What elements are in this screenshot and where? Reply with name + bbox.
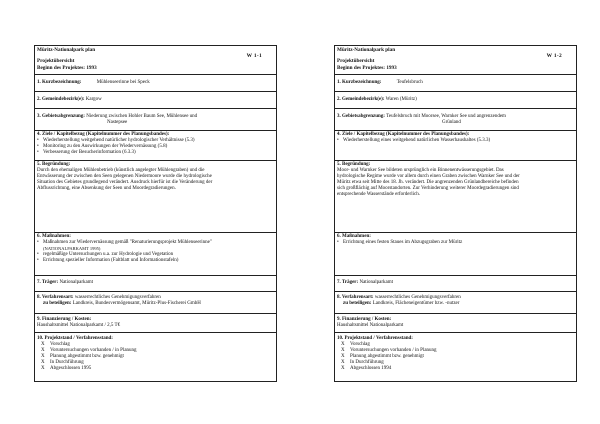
field-status: 10. Projektstand / Verfahrensstand: X Vorschlag X Voruntersuchungen vorhanden / in Planung X Planung abgestimmt bzw. genehmigt X In Durchführung X Abgeschlossen 1995 [35, 333, 276, 381]
sheet-code: W 1-2 [546, 53, 562, 59]
status-item: X Vorschlag [341, 342, 370, 347]
sheet-header [335, 46, 576, 75]
status-item: X Abgeschlossen 1995 [41, 366, 92, 371]
field-area-boundary: 3. Gebietsabgrenzung: Niederung zwischen Hohler Baum See, Mühlensee und Nastepsee [35, 109, 276, 131]
status-item: X Voruntersuchungen vorhanden / in Planung [41, 348, 137, 353]
sheet-subtitle: Projektübersicht [37, 58, 75, 64]
field-procedure: 8. Verfahrensart: wasserrechtliches Genehmigungsverfahren zu beteiligen: Landkreis, Flächeneigentümer bzw. -nutzer [335, 292, 576, 314]
field-funding: 9. Finanzierung / Kosten: Haushaltsmittel Nationalparkamt [335, 314, 576, 333]
list-item: • Errichtung eines festen Staues im Abzugsgraben zur Müritz [337, 240, 574, 246]
field-goals: 4. Ziele / Kapitelbezug (Kapitelnummer des Planungsbandes): • Wiederherstellung weitgehend natürlicher hydrologischer Verhältnisse (5.3) • Monitoring zu den Auswirkungen der Wiedervernässung (5.8) • Verbesserung der Besucherinformation (6.3.3) [35, 131, 276, 161]
field-short-name: 1. Kurzbezeichnung: Teufelsbruch [335, 75, 576, 92]
status-item: X Planung abgestimmt bzw. genehmigt [41, 354, 124, 359]
field-measures: 6. Maßnahmen: • Errichtung eines festen Staues im Abzugsgraben zur Müritz [335, 233, 576, 276]
field-justification: 5. Begründung: Moor- und Warnker See bildeten ursprünglich ein Binnenentwässerungsgebiet. Das hydrologische Regime wurde vor allem durch einen Graben zwischen Warnker See und der Müritz etwa seit Mitte des 18. Jh. verändert. Die angrenzenden Grünlandbereiche befinden sich großflächig auf Moorstandorten. Zur Verhinderung weiterer Moordegradierungen sind entsprechende Wasserstände erforderlich. [335, 161, 576, 233]
field-goals: 4. Ziele / Kapitelbezug (Kapitelnummer des Planungsbandes): • Wiederherstellung eines weitgehend natürlichen Wasserhaushaltes (5.3.3) [335, 131, 576, 161]
list-item: • Wiederherstellung weitgehend natürlicher hydrologischer Verhältnisse (5.3) [37, 138, 274, 144]
status-item: X Vorschlag [41, 342, 70, 347]
project-start: Beginn des Projektes: 1993 [337, 65, 397, 71]
project-sheet-left [34, 45, 277, 382]
field-status: 10. Projektstand / Verfahrensstand: X Vorschlag X Voruntersuchungen vorhanden / in Planung X Planung abgestimmt bzw. genehmigt X In Durchführung X Abgeschlossen 1994 [335, 333, 576, 381]
field-procedure: 8. Verfahrensart: wasserrechtliches Genehmigungsverfahren zu beteiligen: Landkreis, Bundesvermögensamt, Müritz-Plus-Fischerei GmbH [35, 292, 276, 314]
project-sheet-right [334, 45, 577, 382]
field-short-name: 1. Kurzbezeichnung: Mühlenseerinne bei Speck [35, 75, 276, 92]
status-item: X In Durchführung [41, 360, 84, 365]
project-start: Beginn des Projektes: 1993 [37, 65, 97, 71]
field-sponsor: 7. Träger: Nationalparkamt [335, 276, 576, 292]
field-measures: 6. Maßnahmen: • Maßnahmen zur Wiedervernässung gemäß "Renaturierungsprojekt Mühlenseerinne" (NATIONALPARKAMT 1995) • regelmäßige Untersuchungen u.a. zur Hydrologie und Vegetation • Errichtung spezieller Information (Faltblatt und Informationstafeln) [35, 233, 276, 276]
list-item: • Errichtung spezieller Information (Faltblatt und Informationstafeln) [37, 258, 274, 264]
field-area-boundary: 3. Gebietsabgrenzung: Teufelsbruch mit Moorsee, Warnker See und angrenzendem Grünland [335, 109, 576, 131]
sheet-subtitle: Projektübersicht [337, 58, 375, 64]
list-item: • Verbesserung der Besucherinformation (6.3.3) [37, 150, 274, 156]
status-item: X Abgeschlossen 1994 [341, 366, 392, 371]
field-funding: 9. Finanzierung / Kosten: Haushaltsmittel Nationalparkamt / 2,5 T€ [35, 314, 276, 333]
status-item: X In Durchführung [341, 360, 384, 365]
field-municipality: 2. Gemeindebezirk(e): Kargow [35, 92, 276, 109]
list-item: • regelmäßige Untersuchungen u.a. zur Hydrologie und Vegetation [37, 252, 274, 258]
sheet-title: Müritz-Nationalpark plan [37, 47, 96, 53]
list-item: • Monitoring zu den Auswirkungen der Wiedervernässung (5.8) [37, 144, 274, 150]
sheet-title: Müritz-Nationalpark plan [337, 47, 396, 53]
status-item: X Voruntersuchungen vorhanden / in Planung [341, 348, 437, 353]
field-municipality: 2. Gemeindebezirk(e): Waren (Müritz) [335, 92, 576, 109]
sheet-code: W 1-1 [246, 53, 262, 59]
field-sponsor: 7. Träger: Nationalparkamt [35, 276, 276, 292]
field-justification: 5. Begründung: Durch den ehemaligen Mühlenbetrieb (künstlich angelegter Mühlengraben) und die Entwässerung der zwischen den Seen gelegenen Niedermoore wurde die hydrologische Situation des Gebietes grundlegend verändert. Ausdruck hierfür ist die Veränderung der Abflussrichtung, eine Absenkung der Seen und Moordegradierungen. [35, 161, 276, 233]
status-item: X Planung abgestimmt bzw. genehmigt [341, 354, 424, 359]
list-item: • Wiederherstellung eines weitgehend natürlichen Wasserhaushaltes (5.3.3) [337, 138, 574, 144]
sheet-header [35, 46, 276, 75]
list-item: • Maßnahmen zur Wiedervernässung gemäß "Renaturierungsprojekt Mühlenseerinne" [37, 240, 274, 246]
